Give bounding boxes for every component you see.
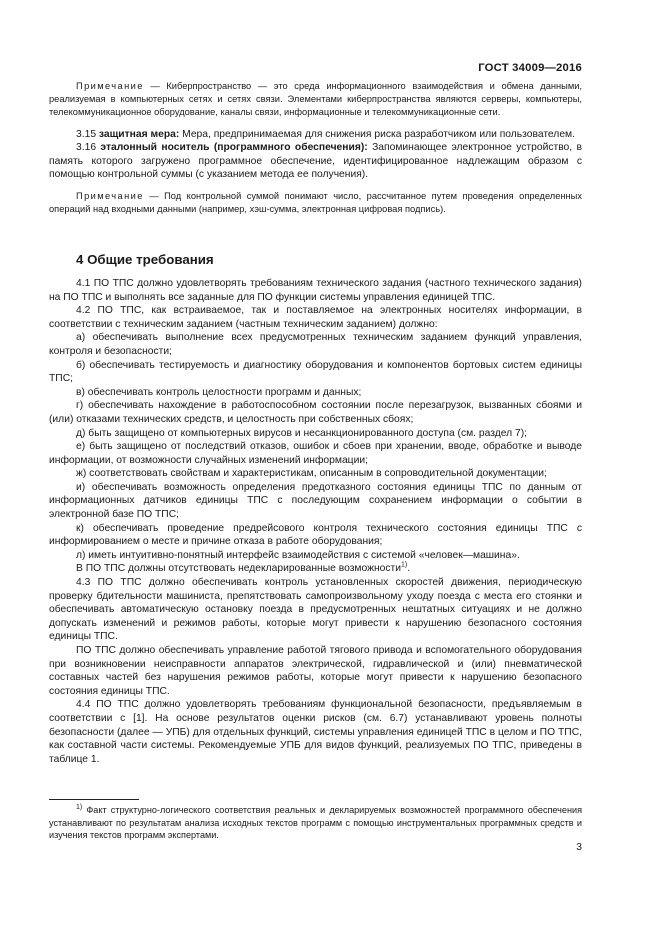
list-item-a: а) обеспечивать выполнение всех предусмотренных техническим заданием функций управления, контроля и безопасности;	[49, 332, 582, 357]
footnote-text: Факт структурно-логического соответствия реальных и декларируемых возможностей программного обеспечения устанавливают по результатам анализа исходных текстов программ с помощью инструментальных программных средств и изучения текстов программ экспертами.	[49, 805, 582, 841]
paragraph-4-4: 4.4 ПО ТПС должно удовлетворять требованиям функциональной безопасности, предъявляемым в соответствии с [1]. На основе результатов оценки рисков (см. 6.7) устанавливают уровень полноты безопасности (далее — УПБ) для отдельных функций, системы управления единицей ТПС в целом и ПО ТПС, как составной части системы. Рекомендуемые УПБ для видов функций, реализуемых ПО ТПС, приведены в таблице 1.	[49, 699, 582, 765]
note-cyberspace	[49, 80, 582, 120]
page-content	[49, 80, 582, 766]
list-item-zh: ж) соответствовать свойствам и характеристикам, описанным в сопроводительной документации;	[76, 468, 547, 480]
note-text: — Под контрольной суммой понимают число, рассчитанное путем проведения определенных операций над входными данными (например, хэш-сумма, электронная цифровая подпись).	[49, 190, 582, 215]
paragraph-4-3-continued: ПО ТПС должно обеспечивать управление работой тягового привода и вспомогательного оборудования при возникновении неисправности аппаратов электрической, гидравлической и (или) пневматической составных частей без нарушения режимов работы, которые могут привести к нарушению безопасного состояния единицы ТПС.	[49, 645, 582, 697]
footnote-divider	[49, 799, 139, 800]
footnote-mark: 1)	[76, 803, 83, 811]
list-item-i: и) обеспечивать возможность определения предотказного состояния единицы ТПС по данным от информационных датчиков единицы ТПС с последующим сохранением информации о событии в электронной базе ПО ТПС;	[49, 481, 582, 521]
undeclared-end: .	[407, 563, 411, 575]
note-checksum	[49, 190, 582, 216]
note-label: Примечание	[76, 190, 144, 201]
note-text: — Киберпространство — это среда информационного взаимодействия и обмена данными, реализуемая в компьютерных сетях и сетях связи. Элементами киберпространства являются серверы, компьютеры, телекоммуникационное оборудование, каналы связи, информационные и телекоммуникационные сети.	[49, 81, 582, 118]
list-item-e: е) быть защищено от последствий отказов, ошибок и сбоев при хранении, вводе, обработке и выводе информации, от возможности случайных изменений информации;	[49, 441, 582, 466]
list-item-v: в) обеспечивать контроль целостности программ и данных;	[76, 386, 362, 398]
undeclared-text: В ПО ТПС должны отсутствовать недекларированные возможности	[76, 563, 402, 575]
note-label: Примечание	[76, 81, 144, 91]
definition-number: 3.15	[76, 128, 99, 140]
standard-header: ГОСТ 34009—2016	[478, 62, 582, 74]
list-item-d: д) быть защищено от компьютерных вирусов и несанкционированного доступа (см. раздел 7);	[76, 427, 528, 439]
paragraph-4-3: 4.3 ПО ТПС должно обеспечивать контроль установленных скоростей движения, периодическую проверку бдительности машиниста, препятствовать самопроизвольному уходу поезда с места его стоянки и обеспечивать автоматическую остановку поезда в предусмотренных нештатных ситуациях и не должно допускать изменений и режимов работы, которые могут привести к нарушению безопасного состояния единицы ТПС.	[49, 577, 582, 643]
footnote	[49, 804, 582, 842]
section-heading: 4 Общие требования	[76, 252, 214, 268]
list-item-l: л) иметь интуитивно-понятный интерфейс взаимодействия с системой «человек—машина».	[76, 549, 520, 561]
paragraph-4-1: 4.1 ПО ТПС должно удовлетворять требованиям технического задания (частного технического задания) на ПО ТПС и выполнять все заданные для ПО функции системы управления единицей ТПС.	[49, 277, 582, 303]
list-item-g: г) обеспечивать нахождение в работоспособном состоянии после перезагрузок, вызванных сбоями и (или) отказами технических средств, и целостность при собственных сбоях;	[49, 400, 582, 425]
undeclared-features	[49, 562, 582, 576]
definition-3-16	[49, 141, 582, 182]
page-number: 3	[576, 842, 582, 853]
list-item-b: б) обеспечивать тестируемость и диагностику оборудования и компонентов бортовых систем единицы ТПС;	[49, 359, 582, 385]
definition-term: защитная мера:	[98, 128, 180, 140]
footnote-paragraph	[49, 804, 582, 842]
definition-term: эталонный носитель (программного обеспечения):	[100, 142, 368, 154]
footnote-reference[interactable]: 1)	[401, 562, 408, 570]
definition-3-15	[49, 128, 582, 142]
definition-text: Запоминающее электронное устройство, в память которого загружено программное обеспечение, идентифицированное надлежащим образом с помощью контрольной суммы (с указанием метода ее получения).	[49, 142, 582, 181]
list-item-k: к) обеспечивать проведение предрейсового контроля технического состояния единицы ТПС с информированием о месте и причине отказа в работе оборудования;	[49, 522, 582, 548]
paragraph-4-2: 4.2 ПО ТПС, как встраиваемое, так и поставляемое на электронных носителях информации, в соответствии с техническим заданием (частным техническим заданием) должно:	[49, 305, 582, 330]
definition-number: 3.16	[76, 142, 101, 154]
definition-text: Мера, предпринимаемая для снижения риска разработчиком или пользователем.	[179, 128, 575, 140]
